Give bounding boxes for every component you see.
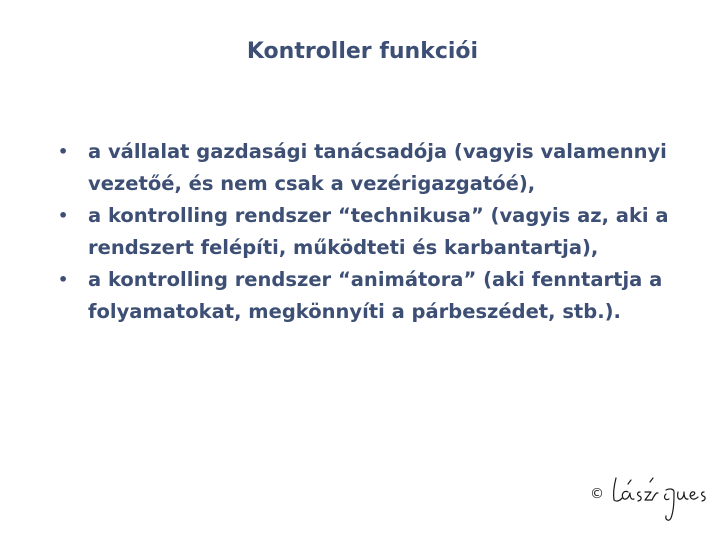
bullet-list bbox=[58, 136, 708, 328]
bullet-dot-icon: • bbox=[58, 142, 69, 161]
bullet-item-advisor bbox=[58, 136, 708, 200]
bullet-text: a kontrolling rendszer “animátora” (aki fenntartja a folyamatokat, megkönnyíti a párbeszédet, stb.). bbox=[88, 268, 663, 323]
handwritten-signature-icon bbox=[608, 470, 710, 526]
bullet-dot-icon: • bbox=[58, 270, 69, 289]
bullet-dot-icon: • bbox=[58, 206, 69, 225]
bullet-item-animator bbox=[58, 264, 708, 328]
bullet-text: a vállalat gazdasági tanácsadója (vagyis valamennyi vezetőé, és nem csak a vezérigazgatóé), bbox=[88, 140, 667, 195]
slide-title: Kontroller funkciói bbox=[246, 39, 479, 64]
copyright-symbol: © bbox=[590, 486, 604, 502]
bullet-text: a kontrolling rendszer “technikusa” (vagyis az, aki a rendszert felépíti, működteti és karbantartja), bbox=[88, 204, 669, 259]
bullet-item-technician bbox=[58, 200, 708, 264]
